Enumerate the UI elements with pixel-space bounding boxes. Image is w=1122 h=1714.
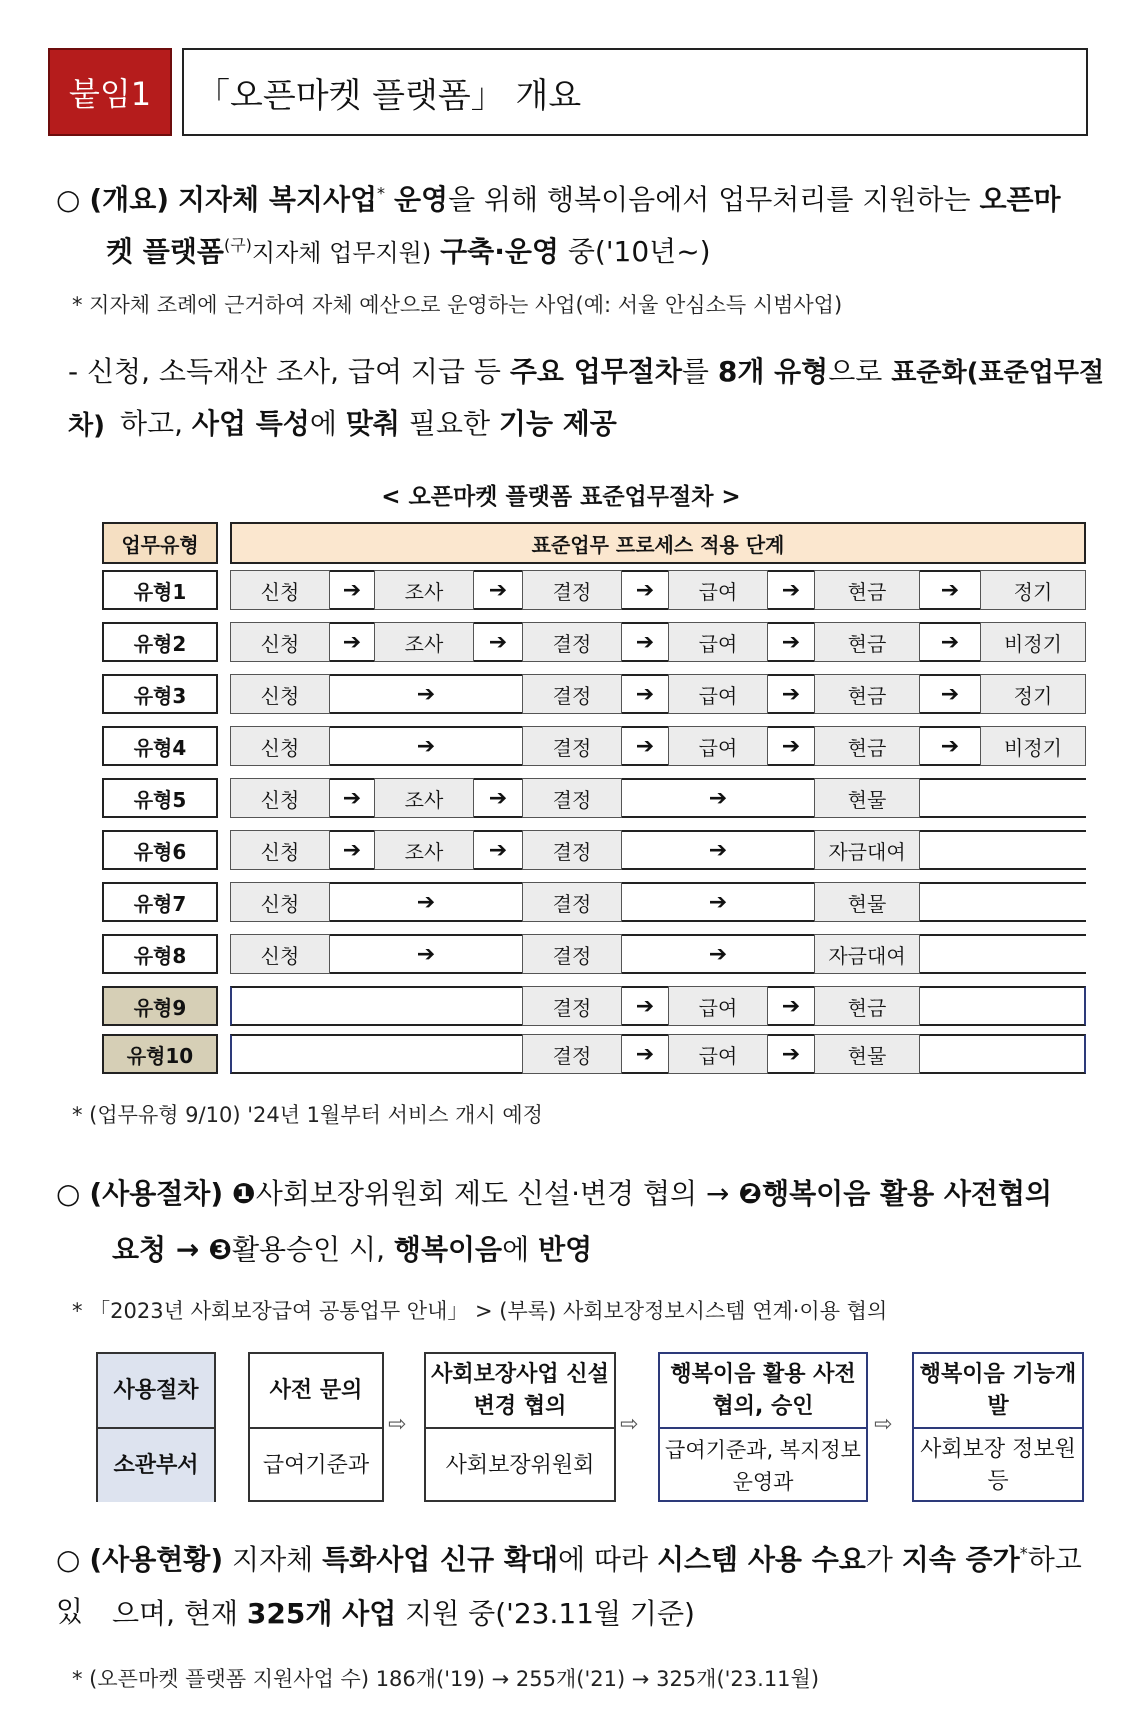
text-bold: 요청 → xyxy=(112,1233,200,1266)
process-step-s6: 정기 xyxy=(980,570,1086,610)
process-step-s5: 현금 xyxy=(814,622,920,662)
text: 지원 중('23.11월 기준) xyxy=(405,1597,695,1630)
process-step-s3: 결정 xyxy=(522,622,622,662)
text-bold: 지자체 복지사업 xyxy=(177,183,378,216)
row-type-label: 유형2 xyxy=(102,622,218,662)
process-arrow: ➔ xyxy=(488,577,508,603)
process-arrow: ➔ xyxy=(781,681,801,707)
procedure-line-1 xyxy=(56,1168,1096,1220)
document-header xyxy=(48,48,1088,136)
process-arrow: ➔ xyxy=(781,629,801,655)
process-step-s1: 신청 xyxy=(230,674,330,714)
process-arrow: ➔ xyxy=(488,785,508,811)
procedure-note: * 「2023년 사회보장급여 공통업무 안내」 > (부록) 사회보장정보시스템 연계·이용 협의 xyxy=(72,1299,888,1323)
bullet: ○ xyxy=(56,1177,81,1210)
document-title: 「오픈마켓 플랫폼」 개요 xyxy=(182,48,1088,136)
table-caption: < 오픈마켓 플랫폼 표준업무절차 > xyxy=(381,484,741,510)
text: 지자체 xyxy=(232,1543,314,1576)
row-type-label: 유형1 xyxy=(102,570,218,610)
procedure-line-2 xyxy=(112,1224,1122,1276)
text: - 신청, 소득재산 조사, 급여 지급 등 xyxy=(68,355,501,388)
text-bold: 운영 xyxy=(393,183,449,216)
overview-sub-line-2 xyxy=(120,398,1122,450)
process-arrow: ➔ xyxy=(416,733,436,759)
text: 에 xyxy=(309,407,337,440)
overview-label: (개요) xyxy=(89,183,170,216)
process-arrow: ➔ xyxy=(635,993,655,1019)
process-step-s4: 급여 xyxy=(668,570,768,610)
process-step-s1: 신청 xyxy=(230,570,330,610)
text: 에 xyxy=(502,1233,530,1266)
process-step-s3: 결정 xyxy=(522,934,622,974)
process-arrow: ➔ xyxy=(635,577,655,603)
text-bold: 오픈마 xyxy=(979,183,1061,216)
process-arrow: ➔ xyxy=(488,629,508,655)
flow-bottom: 급여기준과 xyxy=(262,1452,370,1478)
process-step-s1: 신청 xyxy=(230,830,330,870)
footnote-mark: * xyxy=(377,183,386,203)
text: 을 위해 행복이음에서 업무처리를 지원하는 xyxy=(448,183,971,216)
process-step-s1: 신청 xyxy=(230,934,330,974)
row-type-label: 유형9 xyxy=(102,986,218,1026)
text: 필요한 xyxy=(408,407,490,440)
flow-arrow: ⇨ xyxy=(874,1412,893,1437)
process-step-s5: 현금 xyxy=(814,570,920,610)
process-arrow: ➔ xyxy=(635,681,655,707)
flow-top: 행복이음 활용 사전협의, 승인 xyxy=(660,1354,866,1429)
process-step-s5: 현금 xyxy=(814,674,920,714)
overview-line-1 xyxy=(56,174,1096,226)
process-step-s3: 결정 xyxy=(522,830,622,870)
process-arrow: ➔ xyxy=(940,577,960,603)
text: 지자체 업무지원) xyxy=(251,239,432,267)
process-arrow: ➔ xyxy=(940,733,960,759)
row-type-label: 유형7 xyxy=(102,882,218,922)
process-step-s4: 급여 xyxy=(668,1034,768,1074)
step-number: ❷ xyxy=(738,1177,763,1210)
text-bold: 특화사업 신규 확대 xyxy=(322,1543,558,1576)
flow-box-1 xyxy=(248,1352,384,1502)
procedure-flow xyxy=(96,1352,1086,1502)
text-bold: 행복이음 활용 사전협의 xyxy=(762,1177,1053,1210)
flow-bottom: 사회보장 정보원 등 xyxy=(920,1436,1076,1494)
process-arrow: ➔ xyxy=(416,889,436,915)
row-type-label: 유형8 xyxy=(102,934,218,974)
text-bold: 사업 특성 xyxy=(191,407,310,440)
flow-bottom: 소관부서 xyxy=(98,1429,214,1502)
process-table xyxy=(102,522,1086,1082)
process-arrow: ➔ xyxy=(635,629,655,655)
procedure-label: (사용절차) xyxy=(89,1177,224,1210)
row-type-label: 유형6 xyxy=(102,830,218,870)
process-arrow: ➔ xyxy=(708,837,728,863)
process-step-s3: 결정 xyxy=(522,726,622,766)
text-bold: 지속 증가 xyxy=(901,1543,1020,1576)
flow-box-3 xyxy=(658,1352,868,1502)
process-step-s6: 비정기 xyxy=(980,622,1086,662)
process-step-s5: 현물 xyxy=(814,1034,920,1074)
process-arrow: ➔ xyxy=(781,993,801,1019)
process-arrow: ➔ xyxy=(940,629,960,655)
usage-line-2 xyxy=(112,1588,1122,1640)
text-bold: 325개 사업 xyxy=(246,1597,397,1630)
text-bold: 맞춰 xyxy=(345,407,400,440)
process-step-s2: 조사 xyxy=(374,570,474,610)
process-step-s5: 자금대여 xyxy=(814,934,920,974)
table-row xyxy=(102,882,1086,934)
process-arrow: ➔ xyxy=(342,837,362,863)
text-bold: 켓 플랫폼 xyxy=(106,235,224,268)
table-header-row xyxy=(102,522,1086,570)
text: 하고, xyxy=(120,407,183,440)
text: 중('10년~) xyxy=(567,235,711,268)
process-step-s3: 결정 xyxy=(522,1034,622,1074)
process-arrow: ➔ xyxy=(781,1041,801,1067)
process-arrow: ➔ xyxy=(635,733,655,759)
process-arrow: ➔ xyxy=(708,941,728,967)
flow-arrow: ⇨ xyxy=(388,1412,407,1437)
text-bold: 행복이음 xyxy=(393,1233,503,1266)
overview-note: * 지자체 조례에 근거하여 자체 예산으로 운영하는 사업(예: 서울 안심소득 시범사업) xyxy=(72,293,843,317)
step-number: ❶ xyxy=(232,1177,256,1210)
step-number: ❸ xyxy=(208,1233,232,1266)
flow-bottom: 사회보장위원회 xyxy=(445,1452,595,1478)
text-bold: 주요 업무절차 xyxy=(509,355,682,388)
process-arrow: ➔ xyxy=(488,837,508,863)
process-arrow: ➔ xyxy=(781,733,801,759)
text: 하고 있 xyxy=(56,1543,1082,1628)
process-step-s3: 결정 xyxy=(522,674,622,714)
process-arrow: ➔ xyxy=(940,681,960,707)
process-step-s1: 신청 xyxy=(230,622,330,662)
table-row xyxy=(102,674,1086,726)
col-header-type: 업무유형 xyxy=(102,522,218,564)
table-note: * (업무유형 9/10) '24년 1월부터 서비스 개시 예정 xyxy=(72,1103,543,1127)
flow-bottom: 급여기준과, 복지정보운영과 xyxy=(665,1437,861,1494)
process-step-s3: 결정 xyxy=(522,570,622,610)
row-type-label: 유형5 xyxy=(102,778,218,818)
process-step-s3: 결정 xyxy=(522,778,622,818)
process-step-s4: 급여 xyxy=(668,726,768,766)
text: 활용승인 시, xyxy=(231,1233,385,1266)
overview-line-2 xyxy=(106,226,1122,279)
table-row xyxy=(102,778,1086,830)
process-step-s3: 결정 xyxy=(522,882,622,922)
text-bold: 8개 유형 xyxy=(717,355,829,388)
usage-note: * (오픈마켓 플랫폼 지원사업 수) 186개('19) → 255개('21) → 325개('23.11월) xyxy=(72,1667,820,1691)
process-step-s5: 현물 xyxy=(814,778,920,818)
flow-top: 사용절차 xyxy=(98,1354,214,1429)
process-step-s5: 현금 xyxy=(814,986,920,1026)
flow-top: 행복이음 기능개발 xyxy=(914,1354,1082,1429)
table-row xyxy=(102,830,1086,882)
table-row xyxy=(102,570,1086,622)
text-bold: 구축·운영 xyxy=(440,235,559,268)
process-arrow: ➔ xyxy=(708,785,728,811)
usage-label: (사용현황) xyxy=(89,1543,224,1576)
process-arrow: ➔ xyxy=(342,629,362,655)
text: 사회보장위원회 제도 신설·변경 협의 → xyxy=(255,1177,730,1210)
process-step-s4: 급여 xyxy=(668,986,768,1026)
process-step-s4: 급여 xyxy=(668,622,768,662)
col-header-process: 표준업무 프로세스 적용 단계 xyxy=(230,522,1086,564)
process-arrow: ➔ xyxy=(635,1041,655,1067)
text: 으며, 현재 xyxy=(112,1597,238,1630)
text: 를 xyxy=(681,355,709,388)
process-step-s1: 신청 xyxy=(230,726,330,766)
process-arrow: ➔ xyxy=(416,941,436,967)
sup-text: (구) xyxy=(223,235,252,255)
table-row xyxy=(102,986,1086,1034)
process-step-s1: 신청 xyxy=(230,882,330,922)
flow-box-2 xyxy=(424,1352,616,1502)
bullet: ○ xyxy=(56,183,81,216)
process-arrow: ➔ xyxy=(342,785,362,811)
text-bold: 표준화(표준업무절차) xyxy=(68,358,1105,441)
flow-arrow: ⇨ xyxy=(620,1412,639,1437)
table-row xyxy=(102,1034,1086,1082)
process-step-s5: 현금 xyxy=(814,726,920,766)
footnote-mark: * xyxy=(1019,1543,1028,1563)
row-type-label: 유형10 xyxy=(102,1034,218,1074)
process-step-s6: 비정기 xyxy=(980,726,1086,766)
process-step-s4: 급여 xyxy=(668,674,768,714)
text: 가 xyxy=(865,1543,893,1576)
bullet: ○ xyxy=(56,1543,81,1576)
flow-box-4 xyxy=(912,1352,1084,1502)
process-step-s5: 현물 xyxy=(814,882,920,922)
row-type-label: 유형4 xyxy=(102,726,218,766)
process-step-s1: 신청 xyxy=(230,778,330,818)
table-row xyxy=(102,622,1086,674)
text: 에 따라 xyxy=(558,1543,649,1576)
process-arrow: ➔ xyxy=(342,577,362,603)
process-step-s2: 조사 xyxy=(374,778,474,818)
process-step-s5: 자금대여 xyxy=(814,830,920,870)
text-bold: 시스템 사용 수요 xyxy=(656,1543,866,1576)
flow-top: 사회보장사업 신설변경 협의 xyxy=(426,1354,614,1429)
process-arrow: ➔ xyxy=(781,577,801,603)
text: 으로 xyxy=(828,355,883,388)
process-step-s6: 정기 xyxy=(980,674,1086,714)
process-arrow: ➔ xyxy=(416,681,436,707)
process-step-s2: 조사 xyxy=(374,830,474,870)
row-type-label: 유형3 xyxy=(102,674,218,714)
flow-top: 사전 문의 xyxy=(250,1354,382,1429)
table-body xyxy=(102,570,1086,1082)
process-step-s2: 조사 xyxy=(374,622,474,662)
table-row xyxy=(102,934,1086,986)
text-bold: 반영 xyxy=(538,1233,593,1266)
text-bold: 기능 제공 xyxy=(498,407,617,440)
attachment-badge: 붙임1 xyxy=(48,48,172,136)
table-row xyxy=(102,726,1086,778)
process-step-s3: 결정 xyxy=(522,986,622,1026)
flow-box-header xyxy=(96,1352,216,1502)
process-arrow: ➔ xyxy=(708,889,728,915)
